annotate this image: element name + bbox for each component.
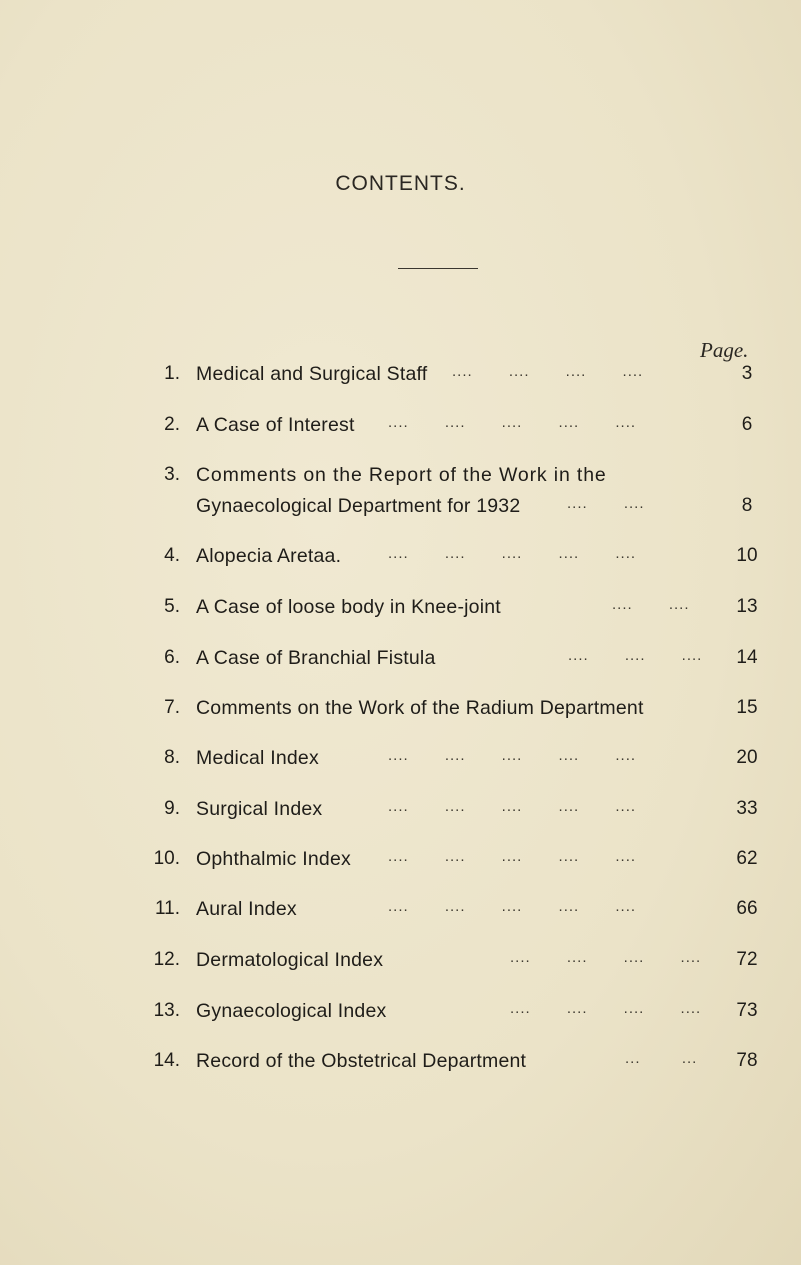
toc-entry: [0, 545, 801, 575]
leader-dots: ... ...: [625, 1050, 698, 1067]
entry-title: Record of the Obstetrical Department: [196, 1050, 527, 1072]
toc-entry: [0, 363, 801, 393]
entry-title: Medical Index: [196, 747, 319, 769]
leader-dots: .... .... .... .... ....: [388, 898, 637, 915]
leader-dots: .... .... ....: [568, 647, 703, 664]
toc-entry: [0, 414, 801, 444]
entry-number: 5.: [164, 596, 180, 617]
leader-dots: .... .... .... ....: [510, 949, 702, 966]
leader-dots: .... .... .... .... ....: [388, 798, 637, 815]
entry-number: 1.: [164, 363, 180, 384]
entry-page: 66: [736, 898, 758, 919]
leader-dots: .... .... .... ....: [510, 1000, 702, 1017]
entry-title: Comments on the Work of the Radium Department: [196, 697, 644, 719]
toc-entry: [0, 848, 801, 878]
leader-dots: .... ....: [567, 495, 645, 512]
leader-dots: .... .... .... .... ....: [388, 545, 637, 562]
entry-number: 11.: [154, 898, 180, 919]
entry-page: 72: [736, 949, 758, 970]
entry-number: 8.: [164, 747, 180, 768]
entry-title: Ophthalmic Index: [196, 848, 351, 870]
toc-entry: [0, 1050, 801, 1080]
toc-entry: [0, 798, 801, 828]
entry-page: 73: [736, 1000, 758, 1021]
entry-number: 3.: [164, 464, 180, 485]
toc-entry: [0, 464, 801, 526]
entry-page: 20: [736, 747, 758, 768]
entry-title: Dermatological Index: [196, 949, 384, 971]
leader-dots: .... ....: [612, 596, 690, 613]
entry-title: Comments on the Report of the Work in the: [196, 464, 607, 486]
entry-title: Gynaecological Index: [196, 1000, 387, 1022]
entry-title: Medical and Surgical Staff: [196, 363, 428, 385]
entry-number: 9.: [164, 798, 180, 819]
entry-number: 12.: [153, 949, 180, 970]
entry-page: 62: [736, 848, 758, 869]
toc-entry: [0, 898, 801, 928]
entry-number: 13.: [153, 1000, 180, 1021]
entry-page: 6: [741, 414, 753, 435]
entry-title: Alopecia Aretaa.: [196, 545, 342, 567]
entry-number: 10.: [153, 848, 180, 869]
entry-number: 14.: [153, 1050, 180, 1071]
entry-page: 8: [741, 495, 753, 516]
entry-number: 2.: [164, 414, 180, 435]
entry-number: 4.: [164, 545, 180, 566]
toc-entry: [0, 697, 801, 727]
entry-page: 78: [736, 1050, 758, 1071]
entry-page: 14: [736, 647, 758, 668]
entry-page: 3: [741, 363, 753, 384]
entry-title: A Case of Interest: [196, 414, 355, 436]
entry-title: Aural Index: [196, 898, 297, 920]
toc-entry: [0, 596, 801, 626]
toc-entry: [0, 747, 801, 777]
leader-dots: .... .... .... .... ....: [388, 747, 637, 764]
entry-number: 7.: [164, 697, 180, 718]
entry-title: A Case of Branchial Fistula: [196, 647, 436, 669]
title-divider: [398, 268, 478, 269]
entry-page: 10: [736, 545, 758, 566]
page-title: CONTENTS.: [335, 172, 466, 195]
leader-dots: .... .... .... .... ....: [388, 414, 637, 431]
entry-page: 33: [736, 798, 758, 819]
entry-page: 13: [736, 596, 758, 617]
leader-dots: .... .... .... .... ....: [388, 848, 637, 865]
entry-title: A Case of loose body in Knee-joint: [196, 596, 501, 618]
page-column-header: Page.: [700, 338, 749, 362]
entry-title-continued: Gynaecological Department for 1932: [196, 495, 521, 517]
toc-entry: [0, 1000, 801, 1030]
toc-entry: [0, 949, 801, 979]
entry-page: 15: [736, 697, 758, 718]
toc-entry: [0, 647, 801, 677]
entry-title: Surgical Index: [196, 798, 323, 820]
leader-dots: .... .... .... ....: [452, 363, 644, 380]
entry-number: 6.: [164, 647, 180, 668]
